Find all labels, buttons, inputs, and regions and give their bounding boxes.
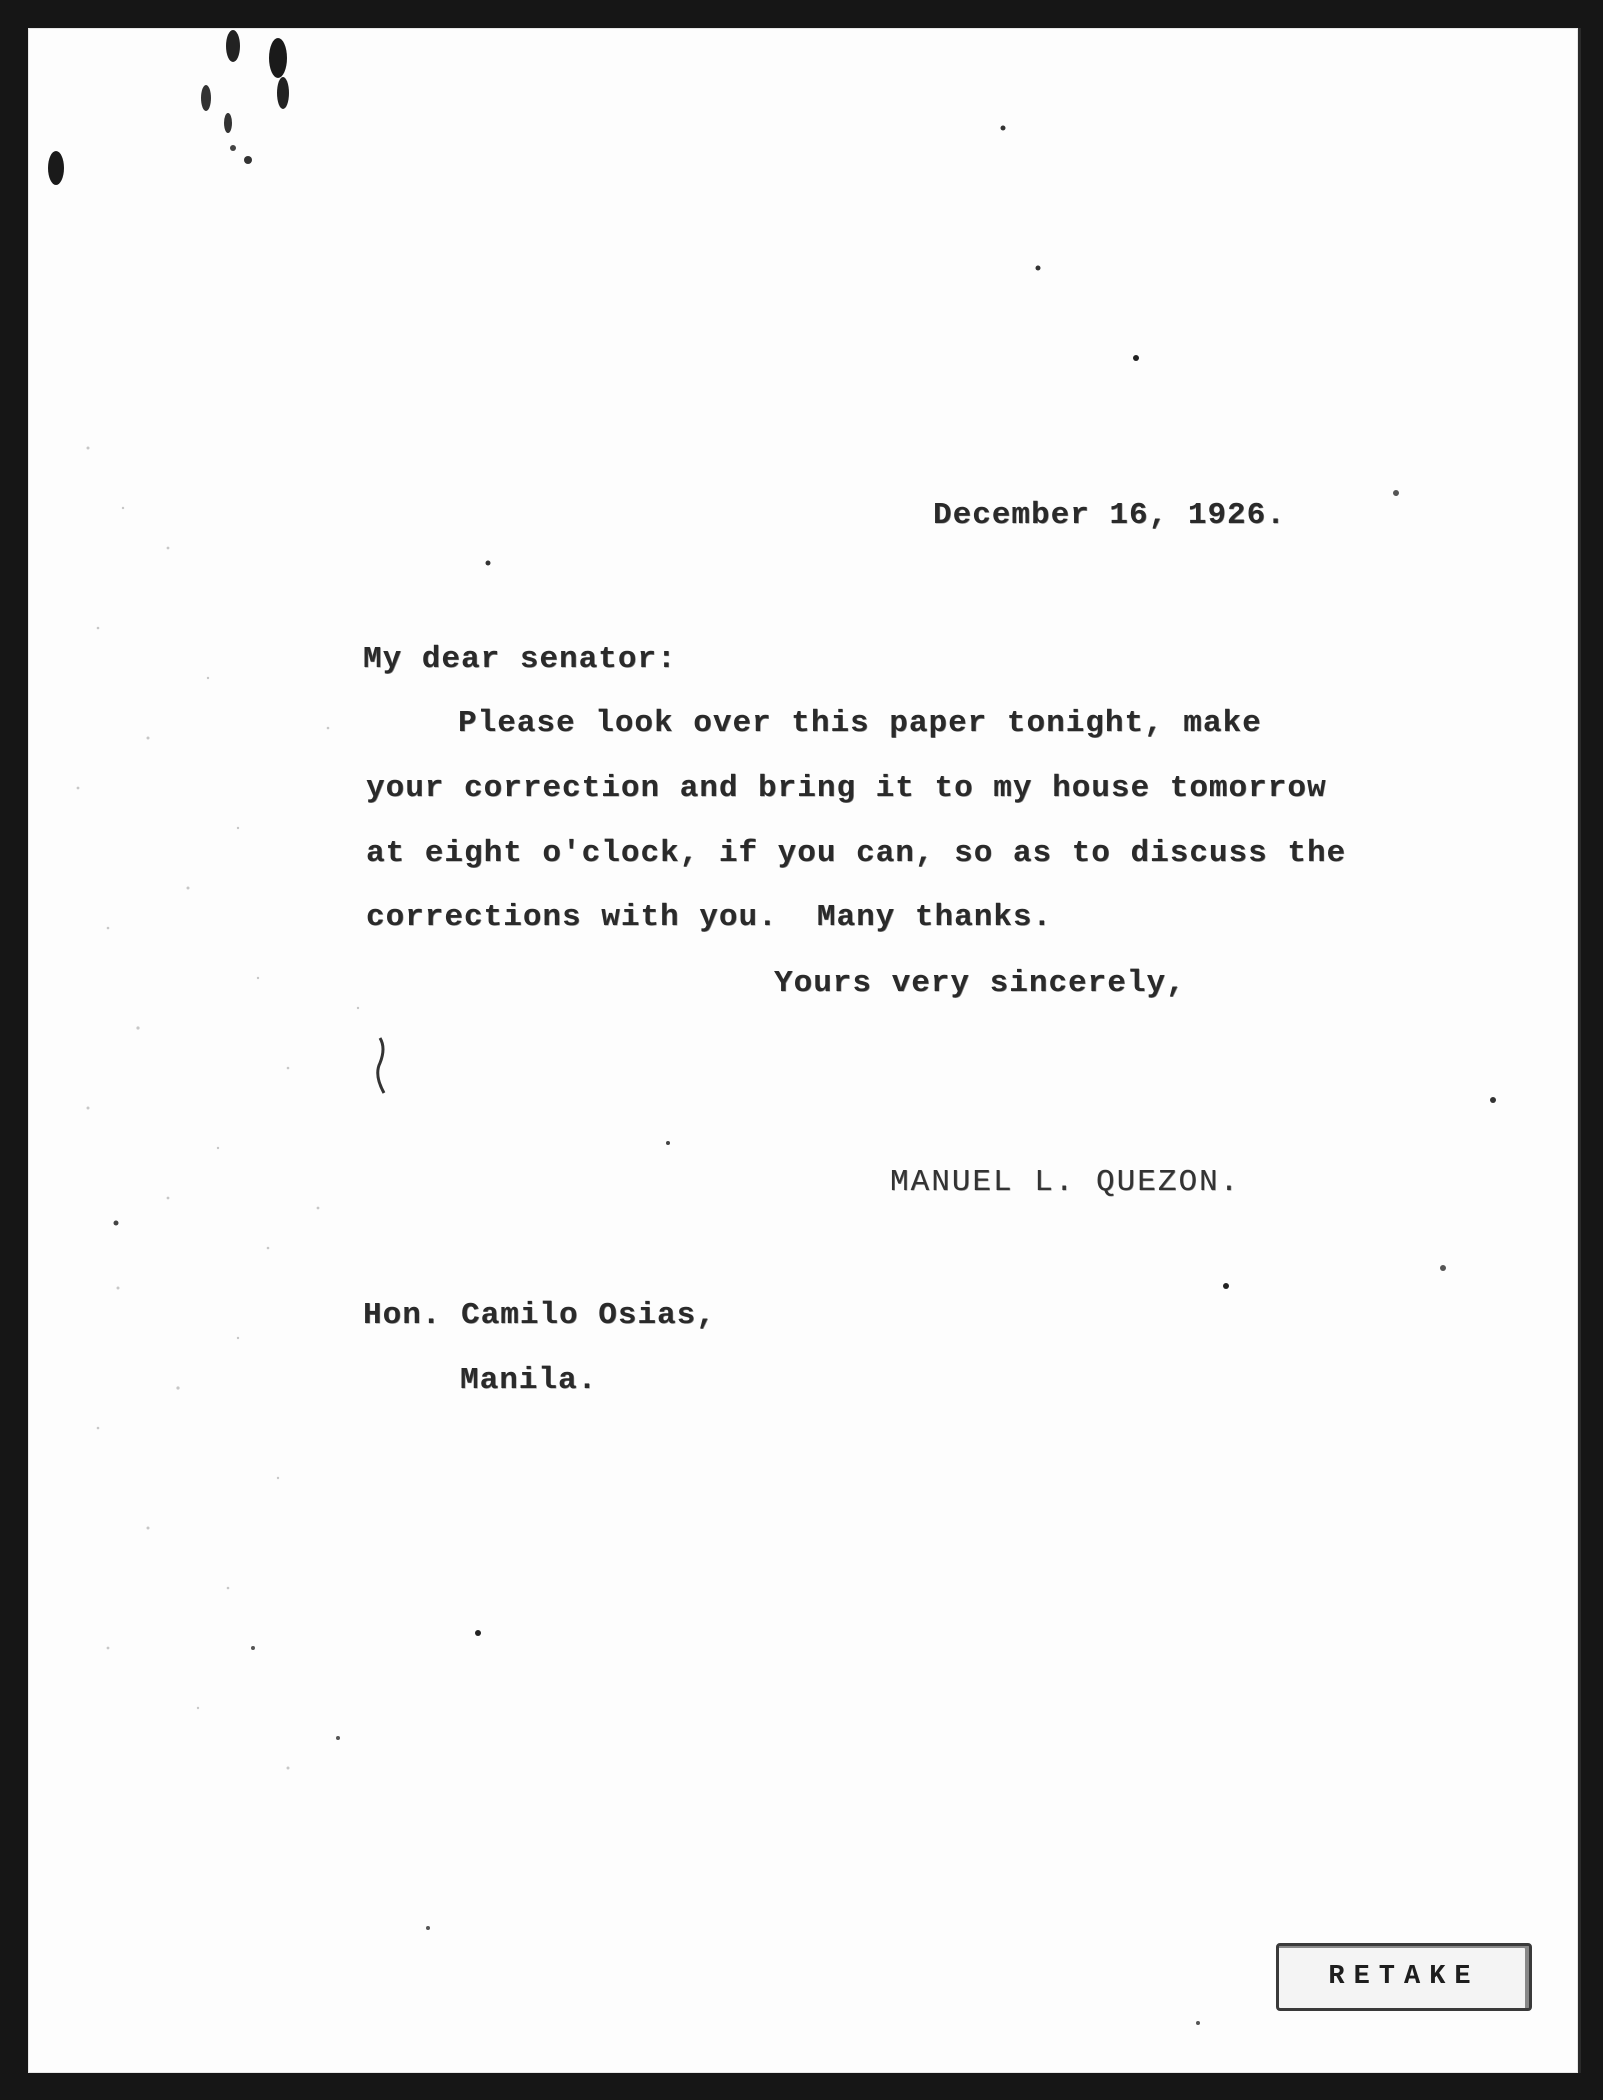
recipient-city: Manila. — [460, 1363, 598, 1398]
body-line-3: at eight o'clock, if you can, so as to discuss the — [366, 836, 1347, 871]
body-line-4: corrections with you. Many thanks. — [366, 900, 1053, 935]
letter-page — [28, 28, 1581, 2073]
ink-speckle-overlay — [28, 28, 1578, 2073]
recipient-name: Hon. Camilo Osias, — [363, 1298, 716, 1333]
body-line-1: Please look over this paper tonight, make — [458, 706, 1262, 741]
retake-stamp-label: RETAKE — [1328, 1962, 1480, 1992]
closing: Yours very sincerely, — [774, 966, 1186, 1001]
retake-stamp — [1276, 1943, 1532, 2011]
letter-date: December 16, 1926. — [933, 498, 1286, 533]
salutation: My dear senator: — [363, 642, 677, 677]
signature: MANUEL L. QUEZON. — [890, 1165, 1241, 1200]
body-line-2: your correction and bring it to my house tomorrow — [366, 771, 1327, 806]
